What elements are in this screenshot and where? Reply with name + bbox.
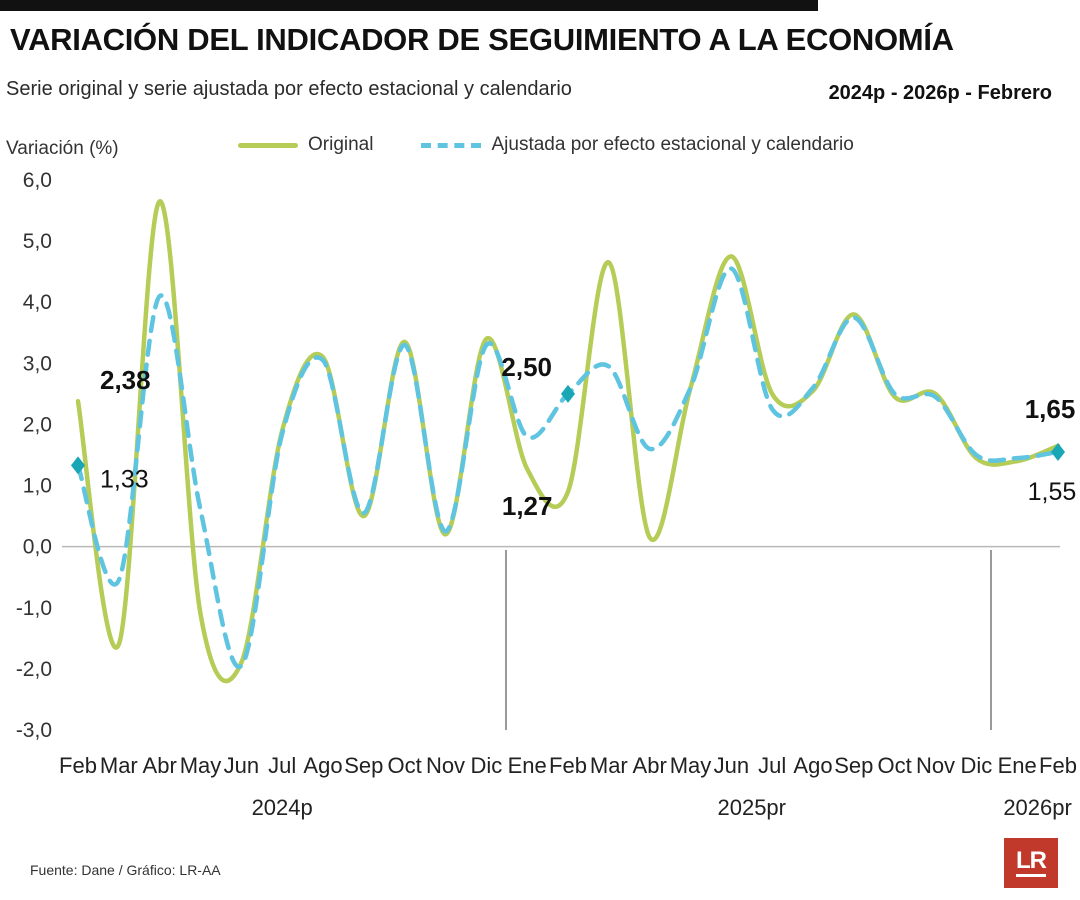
y-tick-label: 4,0 <box>22 291 52 315</box>
x-tick-label: Feb <box>549 753 587 778</box>
x-tick-label: Feb <box>1039 753 1077 778</box>
source-note: Fuente: Dane / Gráfico: LR-AA <box>30 862 221 878</box>
y-tick-label: 6,0 <box>22 169 52 192</box>
x-tick-label: Oct <box>877 753 912 778</box>
x-tick-label: Ene <box>507 753 547 778</box>
series-line-ajustada <box>78 268 1058 666</box>
legend-swatch-ajustada-icon <box>421 143 481 148</box>
y-tick-label: 2,0 <box>22 413 52 437</box>
data-value-label: 1,55 <box>1027 477 1077 506</box>
legend-item-original <box>238 134 373 156</box>
x-tick-label: Dic <box>470 753 503 778</box>
x-group-label: 2025pr <box>717 795 787 820</box>
top-accent-bar <box>0 0 818 11</box>
x-tick-label: Dic <box>960 753 993 778</box>
x-tick-label: Oct <box>387 753 422 778</box>
page-title: VARIACIÓN DEL INDICADOR DE SEGUIMIENTO A LA ECONOMÍA <box>10 22 954 57</box>
x-tick-label: Abr <box>632 753 667 778</box>
x-tick-label: Mar <box>589 753 628 778</box>
y-tick-label: -3,0 <box>15 719 52 742</box>
y-axis-tick-labels <box>16 169 52 742</box>
data-value-label: 2,38 <box>100 365 151 396</box>
x-tick-label: Feb <box>59 753 97 778</box>
x-axis-group-labels <box>252 795 1072 820</box>
x-tick-label: Ago <box>793 753 833 778</box>
y-tick-label: 5,0 <box>22 230 52 254</box>
y-tick-label: -1,0 <box>15 596 52 620</box>
x-tick-label: May <box>179 753 222 778</box>
chart-legend <box>238 134 854 156</box>
data-value-label: 1,27 <box>501 491 553 522</box>
data-value-label: 1,33 <box>100 465 149 494</box>
legend-swatch-original-icon <box>238 143 298 148</box>
x-tick-label: Abr <box>142 753 177 778</box>
x-tick-label: Jun <box>713 753 750 778</box>
y-tick-label: 1,0 <box>22 474 52 498</box>
lr-logo <box>1004 838 1058 888</box>
y-tick-label: 0,0 <box>22 535 52 559</box>
data-value-label: 1,65 <box>1024 393 1076 424</box>
y-tick-label: 3,0 <box>22 352 52 376</box>
x-tick-label: Nov <box>425 753 466 778</box>
data-value-label: 2,50 <box>501 351 552 382</box>
lr-logo-text: LR <box>1016 849 1046 877</box>
x-tick-label: Jun <box>223 753 260 778</box>
series-line-original <box>78 201 1058 681</box>
x-tick-label: Mar <box>99 753 138 778</box>
chart-annotations <box>71 352 1076 521</box>
x-tick-label: Jul <box>268 753 297 778</box>
x-tick-label: May <box>669 753 712 778</box>
legend-label-ajustada: Ajustada por efecto estacional y calendario <box>491 134 854 155</box>
legend-item-ajustada <box>421 134 853 156</box>
page-subtitle: Serie original y serie ajustada por efecto estacional y calendario <box>6 78 572 100</box>
x-tick-label: Jul <box>758 753 787 778</box>
x-axis-tick-labels <box>59 753 1077 778</box>
legend-label-original: Original <box>308 134 374 155</box>
y-axis-title: Variación (%) <box>6 138 119 159</box>
x-group-label: 2024p <box>251 795 313 820</box>
chart-svg <box>0 169 1080 820</box>
y-tick-label: -2,0 <box>15 657 52 681</box>
x-tick-label: Ago <box>303 753 343 778</box>
period-label: 2024p - 2026p - Febrero <box>828 82 1052 104</box>
x-tick-label: Nov <box>915 753 956 778</box>
x-group-label: 2026pr <box>1003 795 1072 820</box>
x-tick-label: Sep <box>344 753 384 778</box>
x-tick-label: Sep <box>834 753 874 778</box>
x-tick-label: Ene <box>997 753 1037 778</box>
chart-plot-area <box>0 169 1080 820</box>
